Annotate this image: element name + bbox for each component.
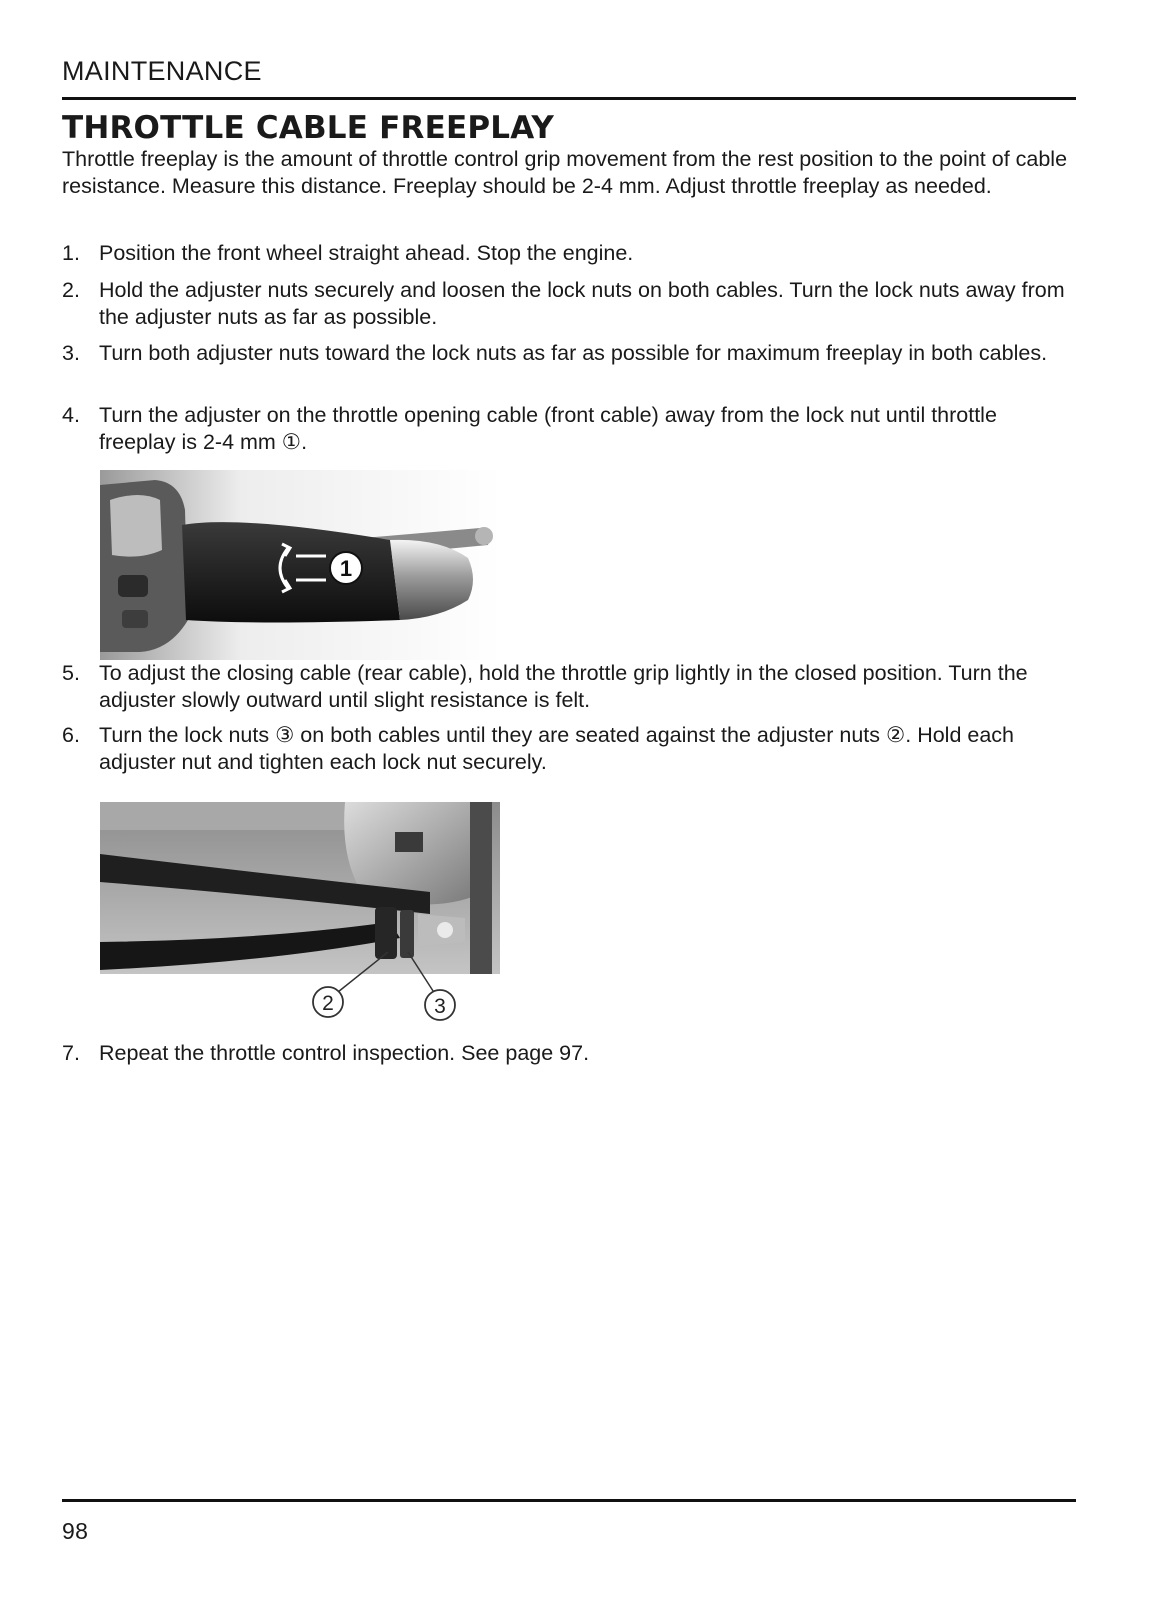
step-text: Hold the adjuster nuts securely and loosen the lock nuts on both cables. Turn the lock nuts away from the adjuster nuts as far as possible. [99,278,1065,329]
step-5 [62,660,1074,714]
step-number: 2. [62,278,80,302]
step-number: 5. [62,661,80,685]
section-label: MAINTENANCE [62,56,262,86]
step-number: 3. [62,341,80,365]
footer-rule [62,1499,1076,1502]
throttle-grip-photo [100,470,502,660]
step-number: 7. [62,1041,80,1065]
step-7 [62,1040,1074,1067]
header-rule [62,97,1076,100]
callout-2: 2 [322,992,334,1015]
step-text: To adjust the closing cable (rear cable), hold the throttle grip lightly in the closed position. Turn the adjuster slowly outward until slight resistance is felt. [99,661,1028,712]
page-number: 98 [62,1518,89,1544]
step-3 [62,340,1074,367]
step-6 [62,722,1074,776]
callout-1: 1 [339,556,353,581]
step-4 [62,402,1074,456]
step-2 [62,277,1074,331]
step-text: Turn the lock nuts ③ on both cables until they are seated against the adjuster nuts ②. Hold each adjuster nut and tighten each lock nut securely. [99,723,1015,774]
cable-nuts-photo [100,802,500,1052]
step-number: 6. [62,723,80,747]
step-number: 1. [62,241,80,265]
intro-paragraph: Throttle freeplay is the amount of throttle control grip movement from the rest position to the point of cable resistance. Measure this distance. Freeplay should be 2-4 mm. Adjust throttle freeplay as needed. [62,147,1068,198]
callout-3: 3 [434,995,446,1018]
step-text: Turn the adjuster on the throttle opening cable (front cable) away from the lock nut until throttle freeplay is 2-4 mm ①. [99,403,997,454]
step-1 [62,240,1074,267]
step-text: Turn both adjuster nuts toward the lock nuts as far as possible for maximum freeplay in both cables. [99,341,1048,365]
step-text: Repeat the throttle control inspection. See page 97. [99,1041,590,1065]
page-title: THROTTLE CABLE FREEPLAY [62,110,555,146]
step-text: Position the front wheel straight ahead. Stop the engine. [99,241,634,265]
step-number: 4. [62,403,80,427]
